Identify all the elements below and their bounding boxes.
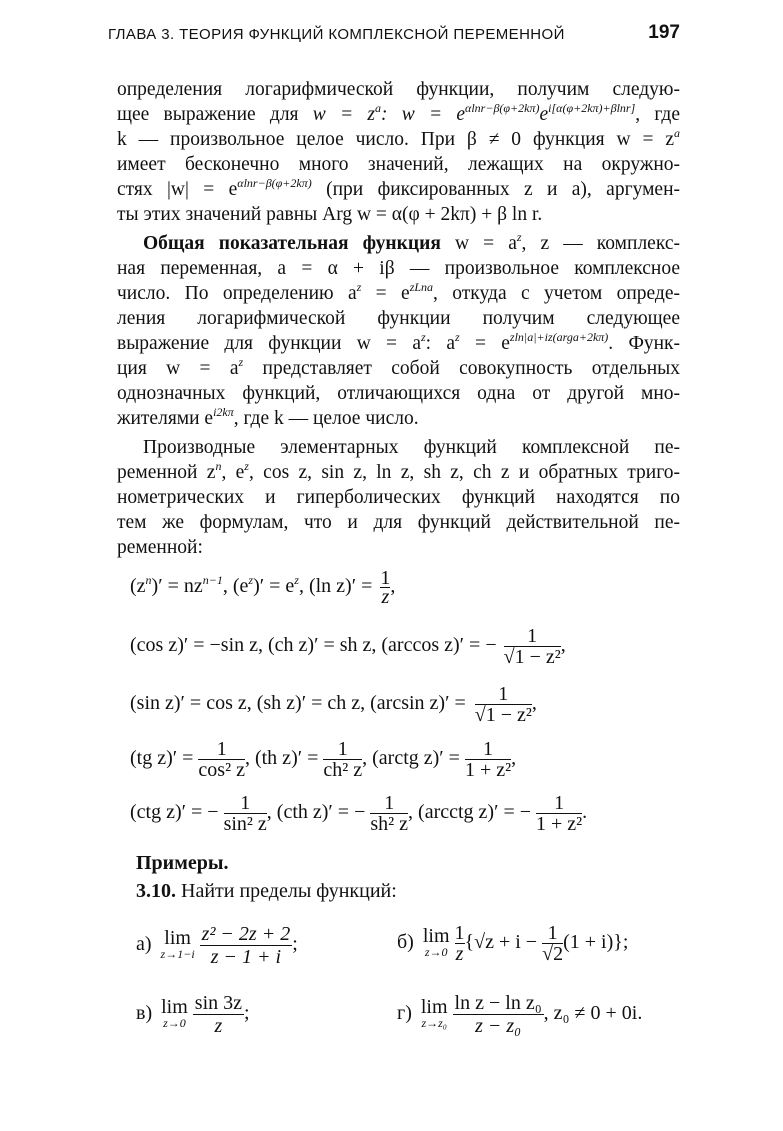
text-line: выражение для функции $w = a^z$: $a^z = e^{zln|a|+iz(arga+2k\pi)}$. Функ- [117,330,680,354]
text-line: однозначных функций, отличающихся одна от другой мно- [117,383,680,404]
exercise-statement: 3.10. Найти пределы функций: [136,880,397,902]
text-line: число. По определению $a^z = e^{zLna}$, откуда с учетом опреде- [117,280,680,304]
text-line: ная переменная, a = α + iβ — произвольное комплексное [117,258,680,279]
text-line: щее выражение для $w = z^a$: $w = e^{\alpha lnr-\beta(\varphi+2k\pi)}e^{i[\alpha(\varphi+2k\pi)+\beta lnr]}$, где [117,101,680,125]
formula-cos-ch-arccos: (cos z)′ = −sin z, (ch z)′ = sh z, (arccos z)′ = − $\frac{1}{\text{√1 − z²}}$ , [130,624,566,668]
limit-a: а) lim z→1−i $\frac{\text{z² − 2z + 2}}{z - 1 + i}$ ; [136,923,298,968]
text-line: Производные элементарных функций комплексной пе- [143,437,680,458]
limit-v: в) lim z→0 $\frac{\sin 3z}{z}$ ; [136,992,250,1037]
text-line: ция $w = a^z$ представляет собой совокупность отдельных [117,355,681,379]
limit-b: б) lim z→0 $\frac{1}{z}$ {√z + i − $\frac{1}{√2}$ (1 + i)}; [397,922,629,965]
term-bold: Общая показательная функция [143,233,441,254]
examples-heading: Примеры. [136,852,229,874]
formula-sin-sh-arcsin: (sin z)′ = cos z, (sh z)′ = ch z, (arcsin z)′ = $\frac{1}{\text{√1 − z²}}$ , [130,682,537,726]
running-title: ГЛАВА 3. ТЕОРИЯ ФУНКЦИЙ КОМПЛЕКСНОЙ ПЕРЕМЕННОЙ [108,26,565,43]
text-line: определения логарифмической функции, получим следую- [117,79,680,100]
text-line: ременной $z^n$, $e^z$, cos z, sin z, ln z, sh z, ch z и обратных триго- [117,459,680,483]
limit-g: г) lim z→z₀ $\frac{\text{ln z − ln z₀}}{\text{z − z₀}}$ , z₀ ≠ 0 + 0i. [397,992,643,1037]
page-header [108,22,680,50]
text-line: Общая показательная функция $w = a^z$, z — комплекс- [143,230,680,254]
text-line: стях $|w| = e^{\alpha lnr-\beta(\varphi+2k\pi)}$ (при фиксированных z и a), аргумен- [117,176,680,200]
text-line: имеет бесконечно много значений, лежащих на окружно- [117,154,680,175]
text-line: тем же формулам, что и для функций действительной пе- [117,512,680,533]
formula-ctg-cth-arcctg: (ctg z)′ = − $\frac{1}{\text{sin² z}}$ , (cth z)′ = − $\frac{1}{\text{sh² z}}$ , (arcctg z)′ = − $\frac{1}{\text{1 + z²}}$ . [130,791,588,835]
page-number: 197 [648,22,680,43]
text-line: ты этих значений равны Arg w = α(φ + 2kπ) + β ln r. [117,204,543,225]
text-line: нометрических и гиперболических функций находятся по [117,487,680,508]
text-line: ления логарифмической функции получим следующее [117,308,680,329]
formula-tg-th-arctg: (tg z)′ = $\frac{1}{\text{cos² z}}$ , (th z)′ = $\frac{1}{\text{ch² z}}$ , (arctg z)′ = $\frac{1}{\text{1 + z²}}$ , [130,737,517,781]
text-line: ременной: [117,537,203,558]
text-line: жителями $e^{i2k\pi}$, где k — целое число. [117,405,419,429]
formula-power-exp-log: $(z^n)' = nz^{n-1}$, $(e^z)' = e^z$, (ln z)′ = $\frac{1}{z}$ , [130,566,396,608]
exercise-number: 3.10. [136,880,176,902]
text-line: k — произвольное целое число. При β ≠ 0 функция $w = z^a$ [117,126,680,150]
